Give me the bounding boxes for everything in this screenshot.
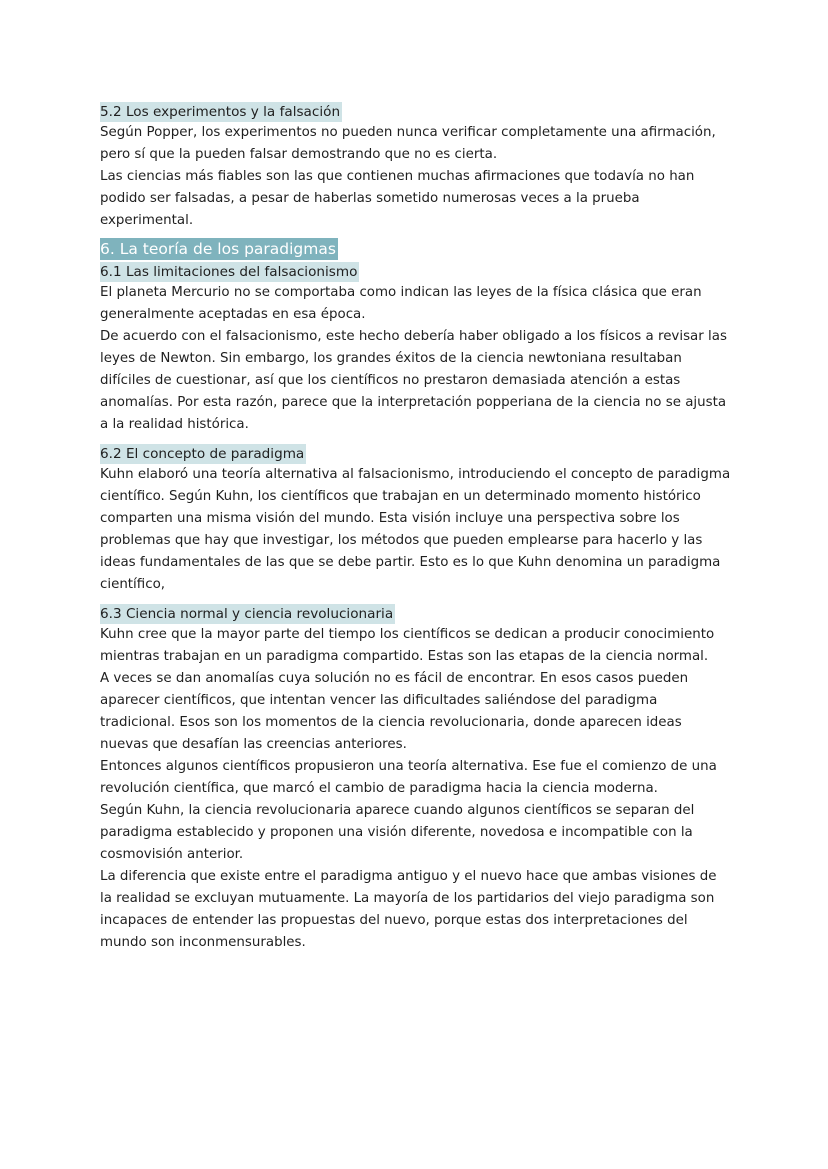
paragraph: Kuhn elaboró una teoría alternativa al falsacionismo, introduciendo el concepto de paradigma científico. Según Kuhn, los científicos que trabajan en un determinado momento histórico comparten una misma visión del mundo. Esta visión incluye una perspectiva sobre los problemas que hay que investigar, los métodos que pueden emplearse para hacerlo y las ideas fundamentales de las que se debe partir. Esto es lo que Kuhn denomina un paradigma científico, <box>100 467 731 592</box>
section-heading-6-1: 6.1 Las limitaciones del falsacionismo <box>100 264 358 280</box>
paragraph: El planeta Mercurio no se comportaba como indican las leyes de la física clásica que eran generalmente aceptadas en esa época. <box>100 285 702 322</box>
paragraph: Según Popper, los experimentos no pueden nunca verificar completamente una afirmación, pero sí que la pueden falsar demostrando que no es cierta. <box>100 125 716 162</box>
paragraph: La diferencia que existe entre el paradigma antiguo y el nuevo hace que ambas visiones de la realidad se excluyan mutuamente. La mayoría de los partidarios del viejo paradigma son incapaces de entender las propuestas del nuevo, porque estas dos interpretaciones del mundo son inconmensurables. <box>100 869 717 950</box>
paragraph: Las ciencias más fiables son las que contienen muchas afirmaciones que todavía no han podido ser falsadas, a pesar de haberlas sometido numerosas veces a la prueba experimental. <box>100 169 695 228</box>
section-heading-6-2: 6.2 El concepto de paradigma <box>100 446 305 462</box>
paragraph: Kuhn cree que la mayor parte del tiempo los científicos se dedican a producir conocimiento mientras trabajan en un paradigma compartido. Estas son las etapas de la ciencia normal. <box>100 627 715 664</box>
document-page <box>100 100 732 954</box>
chapter-heading-6: 6. La teoría de los paradigmas <box>100 240 336 258</box>
section-heading-5-2: 5.2 Los experimentos y la falsación <box>100 104 341 120</box>
section-heading-6-3: 6.3 Ciencia normal y ciencia revolucionaria <box>100 606 394 622</box>
paragraph: A veces se dan anomalías cuya solución no es fácil de encontrar. En esos casos pueden aparecer científicos, que intentan vencer las dificultades saliéndose del paradigma tradicional. Esos son los momentos de la ciencia revolucionaria, donde aparecen ideas nuevas que desafían las creencias anteriores. <box>100 671 689 752</box>
paragraph: Entonces algunos científicos propusieron una teoría alternativa. Ese fue el comienzo de una revolución científica, que marcó el cambio de paradigma hacia la ciencia moderna. <box>100 759 717 796</box>
paragraph: Según Kuhn, la ciencia revolucionaria aparece cuando algunos científicos se separan del paradigma establecido y proponen una visión diferente, novedosa e incompatible con la cosmovisión anterior. <box>100 803 695 862</box>
paragraph: De acuerdo con el falsacionismo, este hecho debería haber obligado a los físicos a revisar las leyes de Newton. Sin embargo, los grandes éxitos de la ciencia newtoniana resultaban difíciles de cuestionar, así que los científicos no prestaron demasiada atención a estas anomalías. Por esta razón, parece que la interpretación popperiana de la ciencia no se ajusta a la realidad histórica. <box>100 329 727 432</box>
